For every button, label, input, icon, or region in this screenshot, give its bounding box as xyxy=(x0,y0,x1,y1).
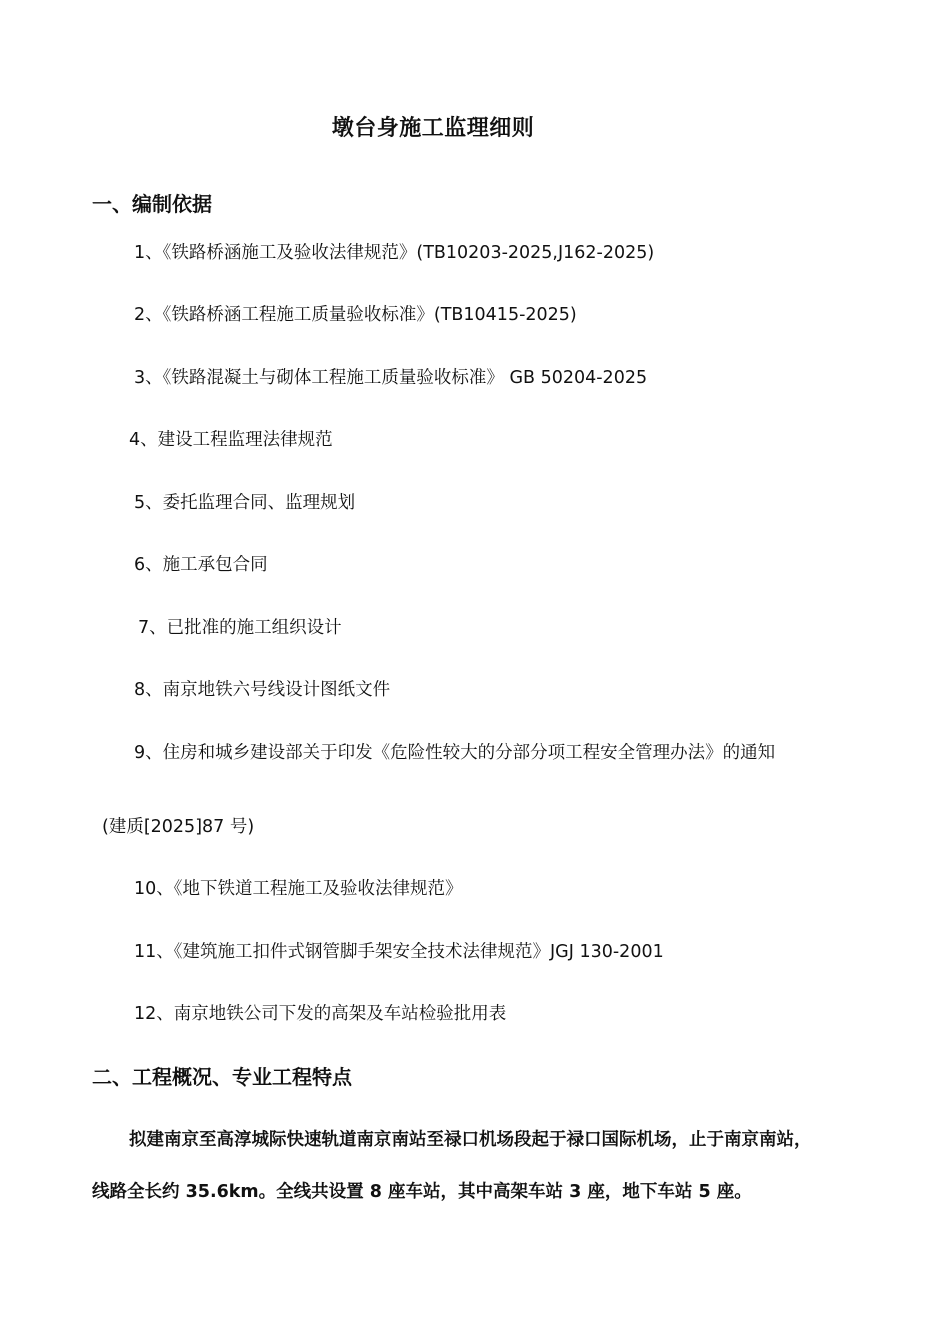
basis-item-6: 6、施工承包合同 xyxy=(134,555,268,575)
section-heading-overview: 二、工程概况、专业工程特点 xyxy=(92,1065,352,1089)
basis-item-11: 11、《建筑施工扣件式钢管脚手架安全技术法律规范》JGJ 130-2001 xyxy=(134,942,664,962)
basis-item-12: 12、南京地铁公司下发的高架及车站检验批用表 xyxy=(134,1004,507,1024)
overview-paragraph-line-2: 线路全长约 35.6km。全线共设置 8 座车站，其中高架车站 3 座，地下车站 5 座。 xyxy=(92,1182,752,1202)
basis-item-7: 7、已批准的施工组织设计 xyxy=(138,618,342,638)
basis-item-2: 2、《铁路桥涵工程施工质量验收标准》(TB10415-2025) xyxy=(134,305,577,325)
basis-item-5: 5、委托监理合同、监理规划 xyxy=(134,493,356,513)
basis-item-1: 1、《铁路桥涵施工及验收法律规范》(TB10203-2025,J162-2025) xyxy=(134,243,655,263)
basis-item-9: 9、住房和城乡建设部关于印发《危险性较大的分部分项工程安全管理办法》的通知 xyxy=(134,743,776,763)
basis-item-10: 10、《地下铁道工程施工及验收法律规范》 xyxy=(134,879,463,899)
basis-item-4: 4、建设工程监理法律规范 xyxy=(129,430,333,450)
section-heading-basis: 一、编制依据 xyxy=(92,192,212,216)
basis-item-8: 8、南京地铁六号线设计图纸文件 xyxy=(134,680,391,700)
overview-paragraph-line-1: 拟建南京至高淳城际快速轨道南京南站至禄口机场段起于禄口国际机场，止于南京南站， xyxy=(129,1130,812,1150)
basis-item-3: 3、《铁路混凝土与砌体工程施工质量验收标准》 GB 50204-2025 xyxy=(134,368,648,388)
document-title: 墩台身施工监理细则 xyxy=(331,116,535,141)
basis-item-9-continuation: (建质[2025]87 号) xyxy=(102,817,255,837)
